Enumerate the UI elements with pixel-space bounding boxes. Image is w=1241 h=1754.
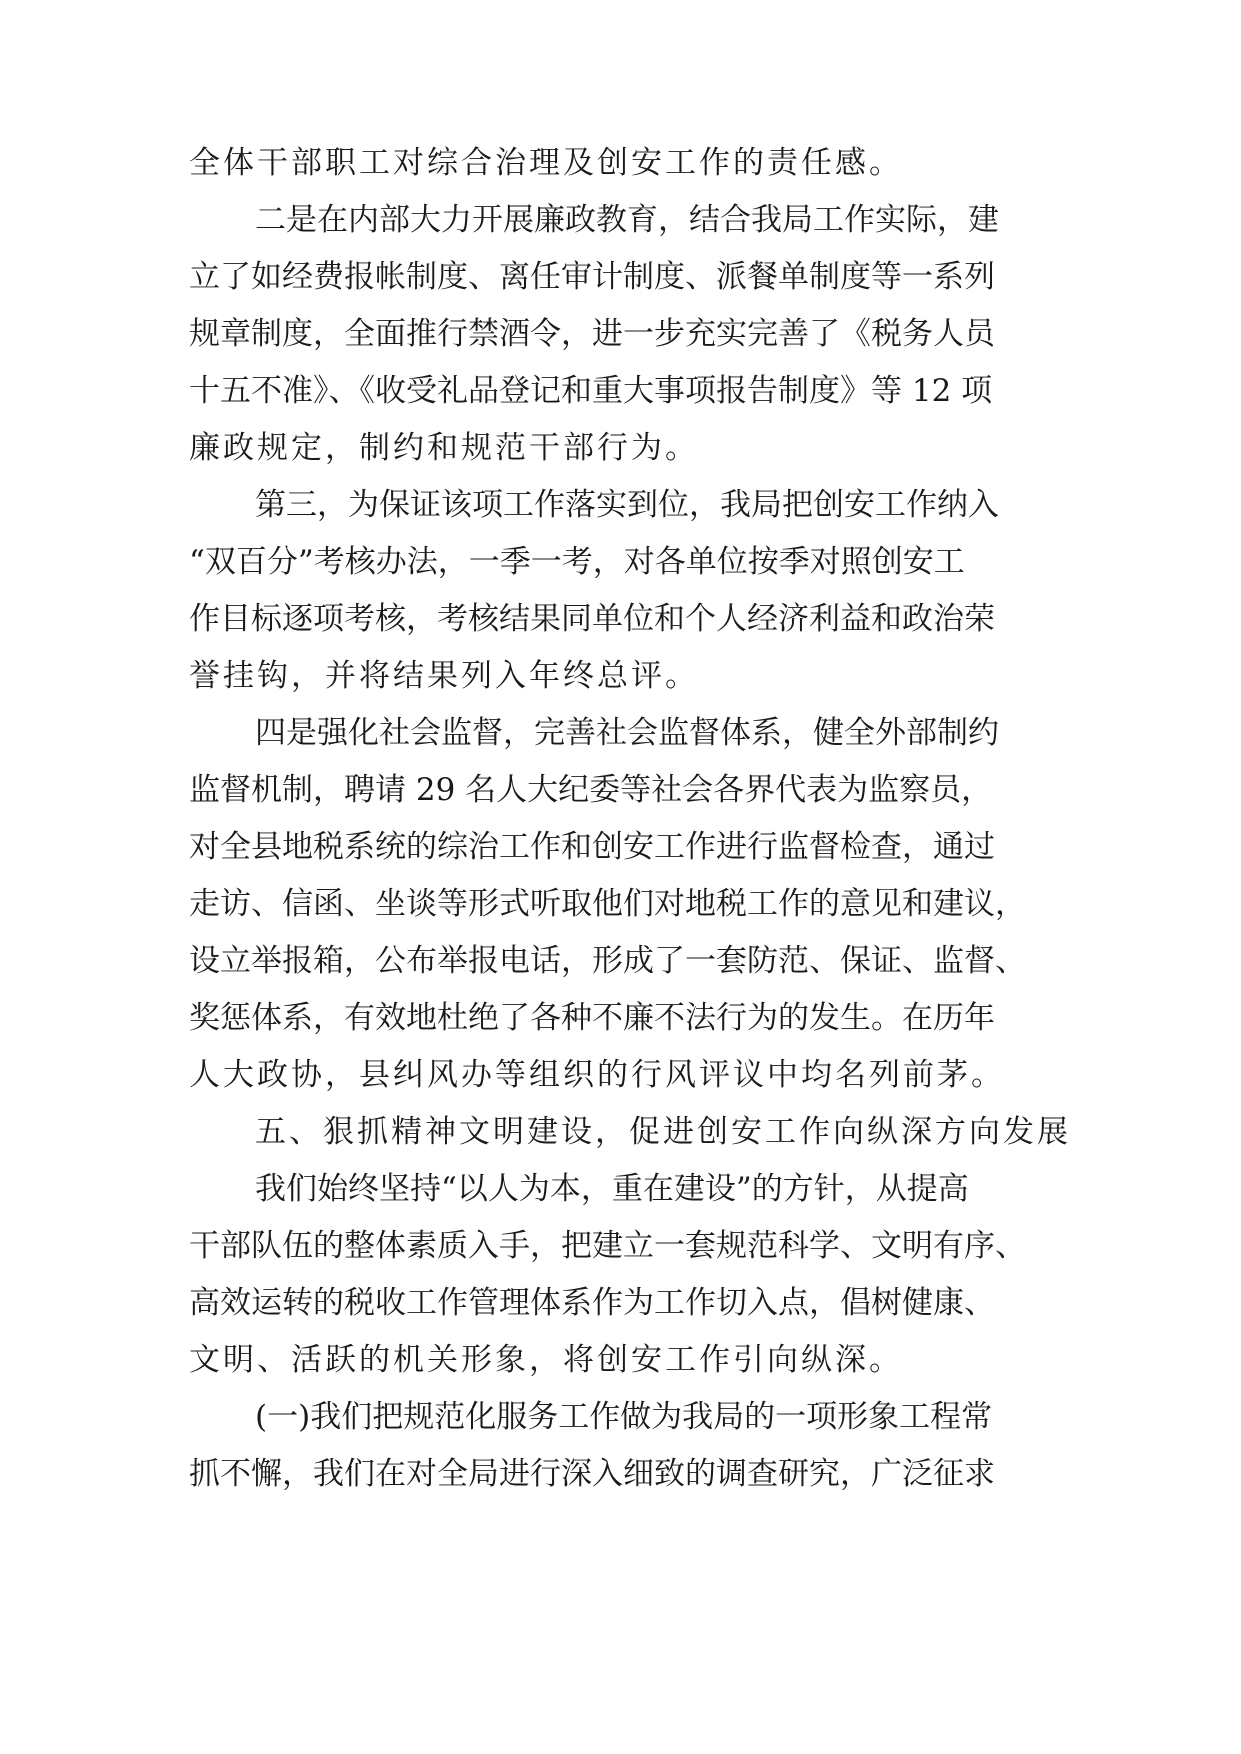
text-line: “双百分”考核办法，一季一考，对各单位按季对照创安工 — [189, 544, 965, 580]
paragraph-start-line: 我们始终坚持“以人为本，重在建设”的方针，从提高 — [255, 1171, 969, 1207]
text-line: 誉挂钩，并将结果列入年终总评。 — [189, 658, 699, 694]
paragraph-start-line: 四是强化社会监督，完善社会监督体系，健全外部制约 — [255, 715, 999, 751]
paragraph-start-line: 二是在内部大力开展廉政教育，结合我局工作实际，建 — [255, 202, 999, 238]
text-line: 全体干部职工对综合治理及创安工作的责任感。 — [189, 145, 903, 181]
paragraph-start-line: (一)我们把规范化服务工作做为我局的一项形象工程常 — [255, 1399, 993, 1435]
paragraph-start-line: 第三，为保证该项工作落实到位，我局把创安工作纳入 — [255, 487, 999, 523]
text-line: 监督机制，聘请 29 名人大纪委等社会各界代表为监察员， — [189, 772, 993, 808]
text-line: 十五不准》、《收受礼品登记和重大事项报告制度》等 12 项 — [189, 373, 993, 409]
text-line: 干部队伍的整体素质入手，把建立一套规范科学、文明有序、 — [189, 1228, 1026, 1264]
text-line: 立了如经费报帐制度、离任审计制度、派餐单制度等一系列 — [189, 259, 995, 295]
text-line: 对全县地税系统的综治工作和创安工作进行监督检查，通过 — [189, 829, 995, 865]
text-line: 抓不懈，我们在对全局进行深入细致的调查研究，广泛征求 — [189, 1456, 995, 1492]
text-line: 规章制度，全面推行禁酒令，进一步充实完善了《税务人员 — [189, 316, 995, 352]
text-line: 走访、信函、坐谈等形式听取他们对地税工作的意见和建议， — [189, 886, 1026, 922]
text-line: 人大政协，县纠风办等组织的行风评议中均名列前茅。 — [189, 1057, 1005, 1093]
text-line: 设立举报箱，公布举报电话，形成了一套防范、保证、监督、 — [189, 943, 1026, 979]
text-line: 廉政规定，制约和规范干部行为。 — [189, 430, 699, 466]
section-heading: 五、狠抓精神文明建设，促进创安工作向纵深方向发展 — [255, 1114, 1071, 1150]
text-line: 奖惩体系，有效地杜绝了各种不廉不法行为的发生。在历年 — [189, 1000, 995, 1036]
text-line: 文明、活跃的机关形象，将创安工作引向纵深。 — [189, 1342, 903, 1378]
text-line: 高效运转的税收工作管理体系作为工作切入点，倡树健康、 — [189, 1285, 995, 1321]
text-line: 作目标逐项考核，考核结果同单位和个人经济利益和政治荣 — [189, 601, 995, 637]
